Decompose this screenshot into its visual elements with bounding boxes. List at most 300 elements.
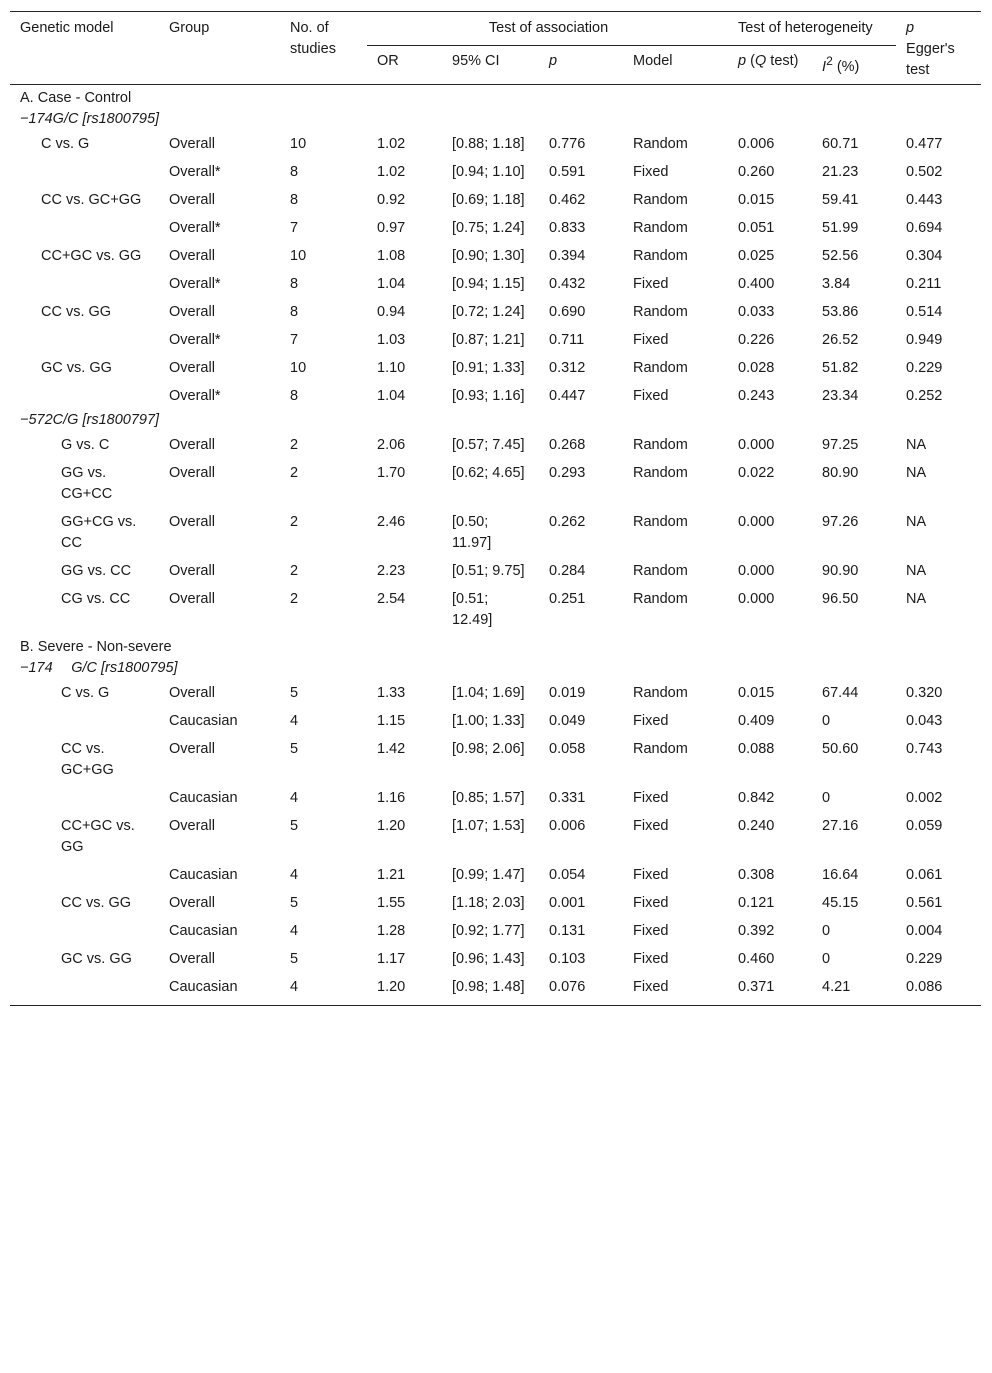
cell-ci: [0.92; 1.77]: [452, 923, 525, 939]
cell-p: 0.049: [549, 713, 586, 729]
table-row: [10, 354, 981, 382]
cell-p: 0.462: [549, 192, 586, 208]
pq-open-label: (: [746, 52, 755, 69]
cell-egger: 0.004: [906, 923, 943, 939]
cell-i2: 3.84: [822, 276, 851, 292]
cell-i2: 23.34: [822, 388, 859, 404]
cell-egger: 0.443: [906, 192, 943, 208]
col-egger: [896, 12, 981, 85]
cell-group: Overall: [169, 685, 215, 701]
cell-ci: [1.07; 1.53]: [452, 818, 525, 834]
cell-n: 8: [290, 304, 299, 320]
cell-model: CC vs. GG: [61, 895, 132, 911]
cell-or: 1.02: [377, 164, 406, 180]
snp-header-row: [10, 410, 981, 431]
cell-egger: 0.061: [906, 867, 943, 883]
cell-i2: 59.41: [822, 192, 859, 208]
cell-p: 0.251: [549, 591, 586, 607]
table-row: [10, 735, 981, 784]
cell-pq: 0.240: [738, 818, 775, 834]
cell-p: 0.103: [549, 951, 586, 967]
table-row: [10, 585, 981, 634]
cell-ci: [0.88; 1.18]: [452, 136, 525, 152]
cell-pq: 0.842: [738, 790, 775, 806]
cell-group: Caucasian: [169, 713, 238, 729]
cell-ci: [0.57; 7.45]: [452, 437, 525, 453]
cell-model: GG vs. CG+CC: [61, 465, 113, 502]
cell-model: [10, 861, 159, 889]
col-p: p: [539, 45, 623, 84]
cell-ci: [0.94; 1.15]: [452, 276, 525, 292]
table-row: [10, 812, 981, 861]
cell-p: 0.076: [539, 973, 623, 1006]
cell-pq: 0.243: [738, 388, 775, 404]
cell-i2: 26.52: [822, 332, 859, 348]
cell-or: 2.23: [377, 563, 406, 579]
cell-pq: 0.015: [738, 685, 775, 701]
cell-n: 10: [290, 360, 307, 376]
cell-group: Overall: [169, 248, 215, 264]
cell-pq: 0.033: [738, 304, 775, 320]
cell-model: [10, 707, 159, 735]
cell-i2: 50.60: [822, 741, 859, 757]
cell-egger: 0.304: [906, 248, 943, 264]
cell-p: 0.054: [549, 867, 586, 883]
cell-group: Overall: [169, 136, 215, 152]
cell-or: 1.28: [377, 923, 406, 939]
cell-egger: 0.086: [896, 973, 981, 1006]
table-row: [10, 861, 981, 889]
cell-p: 0.711: [549, 332, 585, 348]
cell-m: Random: [633, 591, 688, 607]
table-row: [10, 679, 981, 707]
table-row: [10, 973, 981, 1006]
cell-egger: 0.743: [906, 741, 943, 757]
cell-pq: 0.226: [738, 332, 775, 348]
cell-i2: 96.50: [822, 591, 859, 607]
cell-ci: [1.18; 2.03]: [452, 895, 525, 911]
cell-group: Overall*: [169, 332, 221, 348]
cell-pq: 0.000: [738, 514, 775, 530]
cell-p: 0.284: [549, 563, 586, 579]
cell-m: Fixed: [633, 867, 669, 883]
col-or: OR: [367, 45, 442, 84]
cell-or: 1.04: [377, 388, 406, 404]
cell-ci: [0.85; 1.57]: [452, 790, 525, 806]
cell-pq: 0.028: [738, 360, 775, 376]
cell-model: [10, 214, 159, 242]
cell-or: 1.15: [377, 713, 406, 729]
cell-egger: 0.211: [906, 276, 942, 292]
cell-egger: NA: [906, 465, 927, 481]
cell-i2: 51.99: [822, 220, 859, 236]
cell-or: 1.20: [377, 818, 406, 834]
table-row: [10, 431, 981, 459]
table-row: [10, 945, 981, 973]
cell-pq: 0.308: [738, 867, 775, 883]
cell-pq: 0.088: [738, 741, 775, 757]
cell-n: 8: [290, 164, 299, 180]
cell-model: CC vs. GG: [41, 304, 112, 320]
i2-rest-label: (%): [832, 58, 860, 75]
cell-pq: 0.000: [738, 563, 775, 579]
cell-or: 1.55: [377, 895, 406, 911]
cell-model: CC vs. GC+GG: [41, 192, 142, 208]
cell-model: [10, 973, 159, 1006]
cell-i2: 80.90: [822, 465, 859, 481]
cell-pq: 0.025: [738, 248, 775, 264]
table-row: [10, 784, 981, 812]
cell-m: Random: [633, 220, 688, 236]
cell-ci: [0.50; 11.97]: [452, 514, 492, 551]
cell-i2: 97.26: [822, 514, 859, 530]
cell-p: 0.293: [549, 465, 586, 481]
cell-group: Overall*: [169, 220, 221, 236]
cell-or: 2.54: [377, 591, 406, 607]
cell-model: GC vs. GG: [61, 951, 132, 967]
cell-m: Fixed: [633, 818, 669, 834]
cell-p: 0.268: [549, 437, 586, 453]
cell-group: Overall: [169, 360, 215, 376]
cell-n: 4: [290, 713, 299, 729]
cell-group: Overall: [169, 514, 215, 530]
col-test-association: Test of association: [367, 12, 728, 46]
meta-analysis-table: [10, 11, 981, 1006]
cell-m: Fixed: [633, 895, 669, 911]
table-row: [10, 707, 981, 735]
cell-pq: 0.400: [738, 276, 775, 292]
cell-model: GG vs. CC: [61, 563, 132, 579]
cell-pq: 0.000: [738, 437, 775, 453]
cell-group: Overall: [169, 951, 215, 967]
cell-or: 0.92: [377, 192, 406, 208]
cell-group: Overall: [169, 591, 215, 607]
cell-ci: [0.51; 12.49]: [452, 591, 493, 628]
cell-n: 8: [290, 192, 299, 208]
cell-n: 5: [290, 741, 299, 757]
cell-i2: 0: [822, 713, 831, 729]
cell-p: 0.833: [549, 220, 586, 236]
cell-ci: [0.75; 1.24]: [452, 220, 525, 236]
cell-ci: [1.04; 1.69]: [452, 685, 525, 701]
cell-i2: 51.82: [822, 360, 859, 376]
cell-n: 7: [290, 220, 299, 236]
col-model: Model: [623, 45, 728, 84]
cell-p: 0.006: [549, 818, 586, 834]
cell-i2: 52.56: [822, 248, 859, 264]
table-row: [10, 186, 981, 214]
cell-group: Overall: [169, 437, 215, 453]
cell-group: Overall: [169, 818, 215, 834]
cell-or: 1.17: [377, 951, 406, 967]
cell-egger: 0.229: [906, 951, 943, 967]
cell-egger: NA: [906, 514, 927, 530]
cell-ci: [0.98; 2.06]: [452, 741, 525, 757]
cell-pq: 0.121: [738, 895, 775, 911]
snp-title: −174 G/C [rs1800795]: [20, 660, 178, 676]
cell-n: 2: [290, 563, 299, 579]
cell-model: C vs. G: [61, 685, 110, 701]
cell-n: 4: [290, 867, 299, 883]
table-row: [10, 242, 981, 270]
cell-n: 7: [290, 332, 299, 348]
cell-pq: 0.409: [738, 713, 775, 729]
egger-test-label: Egger's test: [906, 41, 955, 78]
cell-pq: 0.371: [728, 973, 812, 1006]
cell-ci: [1.00; 1.33]: [452, 713, 525, 729]
cell-p: 0.591: [549, 164, 586, 180]
cell-i2: 0: [822, 951, 831, 967]
cell-m: Fixed: [633, 164, 669, 180]
cell-i2: 4.21: [812, 973, 896, 1006]
cell-i2: 16.64: [822, 867, 859, 883]
cell-m: Random: [633, 741, 688, 757]
section-header-row: [10, 634, 981, 658]
cell-model: [10, 784, 159, 812]
table-row: [10, 158, 981, 186]
cell-i2: 67.44: [822, 685, 859, 701]
cell-model: CC+GC vs. GG: [41, 248, 142, 264]
cell-or: 1.08: [377, 248, 406, 264]
cell-pq: 0.260: [738, 164, 775, 180]
cell-group: Overall*: [169, 164, 221, 180]
cell-group: Caucasian: [159, 973, 280, 1006]
cell-or: 2.06: [377, 437, 406, 453]
pq-p-label: p: [738, 52, 747, 69]
cell-ci: [0.87; 1.21]: [452, 332, 525, 348]
cell-m: Fixed: [633, 332, 669, 348]
cell-i2: 53.86: [822, 304, 859, 320]
cell-m: Random: [633, 192, 688, 208]
cell-group: Overall: [169, 741, 215, 757]
cell-m: Random: [633, 360, 688, 376]
cell-model: CC vs. GC+GG: [61, 741, 114, 778]
cell-m: Random: [633, 304, 688, 320]
cell-group: Overall*: [169, 388, 221, 404]
cell-n: 2: [290, 465, 299, 481]
cell-egger: 0.002: [906, 790, 943, 806]
col-pq: [728, 45, 812, 84]
cell-p: 0.331: [549, 790, 586, 806]
cell-ci: [0.90; 1.30]: [452, 248, 525, 264]
cell-p: 0.447: [549, 388, 586, 404]
cell-group: Caucasian: [169, 790, 238, 806]
cell-egger: 0.514: [906, 304, 943, 320]
cell-egger: 0.059: [906, 818, 943, 834]
egger-p-label: p: [906, 20, 915, 36]
cell-or: 2.46: [377, 514, 406, 530]
cell-egger: NA: [906, 591, 927, 607]
cell-i2: 97.25: [822, 437, 859, 453]
cell-ci: [0.69; 1.18]: [452, 192, 525, 208]
pq-q-label: Q: [754, 52, 767, 69]
table-row: [10, 130, 981, 158]
cell-group: Overall: [169, 563, 215, 579]
cell-p: 0.312: [549, 360, 586, 376]
cell-m: Random: [633, 136, 688, 152]
cell-ci: [0.99; 1.47]: [452, 867, 525, 883]
cell-n: 5: [290, 895, 299, 911]
cell-i2: 0: [822, 923, 831, 939]
cell-ci: [0.62; 4.65]: [452, 465, 525, 481]
cell-pq: 0.006: [738, 136, 775, 152]
cell-i2: 0: [822, 790, 831, 806]
col-i2: [812, 45, 896, 84]
cell-i2: 45.15: [822, 895, 859, 911]
table-row: [10, 917, 981, 945]
snp-title: −174G/C [rs1800795]: [20, 111, 160, 127]
cell-egger: 0.229: [906, 360, 943, 376]
cell-egger: 0.949: [906, 332, 943, 348]
cell-group: Overall: [169, 895, 215, 911]
cell-ci: [0.72; 1.24]: [452, 304, 525, 320]
cell-or: 1.42: [377, 741, 406, 757]
col-genetic-model: Genetic model: [10, 12, 159, 85]
cell-model: G vs. C: [61, 437, 110, 453]
cell-or: 1.16: [377, 790, 406, 806]
cell-group: Overall: [169, 192, 215, 208]
cell-n: 5: [290, 685, 299, 701]
cell-or: 1.21: [377, 867, 406, 883]
table-row: [10, 326, 981, 354]
cell-model: GC vs. GG: [41, 360, 112, 376]
cell-p: 0.776: [549, 136, 586, 152]
cell-egger: 0.561: [906, 895, 943, 911]
cell-pq: 0.460: [738, 951, 775, 967]
table-row: [10, 508, 981, 557]
cell-group: Overall*: [169, 276, 221, 292]
section-title: A. Case - Control: [10, 85, 981, 110]
i2-i-label: I: [822, 58, 827, 75]
cell-m: Fixed: [633, 713, 669, 729]
cell-or: 1.10: [377, 360, 406, 376]
cell-p: 0.001: [549, 895, 586, 911]
cell-m: Fixed: [633, 951, 669, 967]
cell-model: CG vs. CC: [61, 591, 131, 607]
cell-ci: [0.91; 1.33]: [452, 360, 525, 376]
table-row: [10, 214, 981, 242]
cell-ci: [0.94; 1.10]: [452, 164, 525, 180]
cell-group: Caucasian: [169, 923, 238, 939]
cell-n: 10: [290, 136, 307, 152]
cell-m: Fixed: [633, 923, 669, 939]
snp-title: −572C/G [rs1800797]: [20, 412, 160, 428]
cell-n: 8: [290, 276, 299, 292]
cell-m: Random: [633, 685, 688, 701]
cell-p: 0.131: [549, 923, 586, 939]
cell-p: 0.432: [549, 276, 586, 292]
cell-n: 10: [290, 248, 307, 264]
cell-n: 5: [290, 951, 299, 967]
cell-pq: 0.000: [738, 591, 775, 607]
cell-m: Random: [633, 437, 688, 453]
cell-model: GG+CG vs. CC: [61, 514, 137, 551]
cell-model: [10, 382, 159, 410]
cell-n: 8: [290, 388, 299, 404]
snp-header-row: [10, 658, 981, 679]
cell-model: [10, 326, 159, 354]
cell-or: 1.04: [377, 276, 406, 292]
table-row: [10, 557, 981, 585]
cell-p: 0.019: [549, 685, 586, 701]
table-body: [10, 85, 981, 1006]
cell-group: Overall: [169, 465, 215, 481]
cell-or: 1.70: [377, 465, 406, 481]
cell-i2: 60.71: [822, 136, 859, 152]
cell-model: [10, 270, 159, 298]
cell-m: Fixed: [623, 973, 728, 1006]
table-row: [10, 459, 981, 508]
cell-ci: [0.98; 1.48]: [442, 973, 539, 1006]
cell-egger: 0.477: [906, 136, 943, 152]
cell-n: 2: [290, 591, 299, 607]
cell-egger: NA: [906, 437, 927, 453]
cell-m: Random: [633, 514, 688, 530]
cell-n: 4: [290, 923, 299, 939]
cell-egger: 0.320: [906, 685, 943, 701]
cell-or: 0.97: [377, 220, 406, 236]
cell-or: 1.20: [367, 973, 442, 1006]
col-group: Group: [159, 12, 280, 85]
cell-model: [10, 917, 159, 945]
cell-model: CC+GC vs. GG: [61, 818, 135, 855]
cell-n: 2: [290, 437, 299, 453]
cell-egger: NA: [906, 563, 927, 579]
col-ci: 95% CI: [442, 45, 539, 84]
cell-n: 5: [290, 818, 299, 834]
col-no-studies: No. of studies: [280, 12, 367, 85]
cell-m: Random: [633, 465, 688, 481]
i2-sup-label: 2: [826, 53, 833, 68]
section-header-row: [10, 85, 981, 110]
cell-n: 2: [290, 514, 299, 530]
table-row: [10, 298, 981, 326]
cell-model: C vs. G: [41, 136, 90, 152]
cell-n: 4: [290, 790, 299, 806]
cell-egger: 0.694: [906, 220, 943, 236]
cell-or: 1.33: [377, 685, 406, 701]
cell-pq: 0.392: [738, 923, 775, 939]
cell-pq: 0.051: [738, 220, 775, 236]
cell-i2: 27.16: [822, 818, 859, 834]
cell-i2: 90.90: [822, 563, 859, 579]
cell-p: 0.262: [549, 514, 586, 530]
cell-m: Random: [633, 563, 688, 579]
cell-p: 0.690: [549, 304, 586, 320]
cell-m: Random: [633, 248, 688, 264]
cell-egger: 0.252: [906, 388, 943, 404]
cell-ci: [0.51; 9.75]: [452, 563, 525, 579]
cell-egger: 0.502: [906, 164, 943, 180]
cell-model: [10, 158, 159, 186]
cell-or: 1.02: [377, 136, 406, 152]
cell-egger: 0.043: [906, 713, 943, 729]
cell-pq: 0.022: [738, 465, 775, 481]
cell-ci: [0.93; 1.16]: [452, 388, 525, 404]
cell-m: Fixed: [633, 276, 669, 292]
cell-p: 0.394: [549, 248, 586, 264]
cell-group: Overall: [169, 304, 215, 320]
cell-group: Caucasian: [169, 867, 238, 883]
table-row: [10, 270, 981, 298]
table-row: [10, 382, 981, 410]
cell-p: 0.058: [549, 741, 586, 757]
cell-or: 0.94: [377, 304, 406, 320]
cell-m: Fixed: [633, 388, 669, 404]
cell-ci: [0.96; 1.43]: [452, 951, 525, 967]
section-title: B. Severe - Non-severe: [20, 639, 172, 655]
col-test-heterogeneity: Test of heterogeneity: [728, 12, 896, 46]
